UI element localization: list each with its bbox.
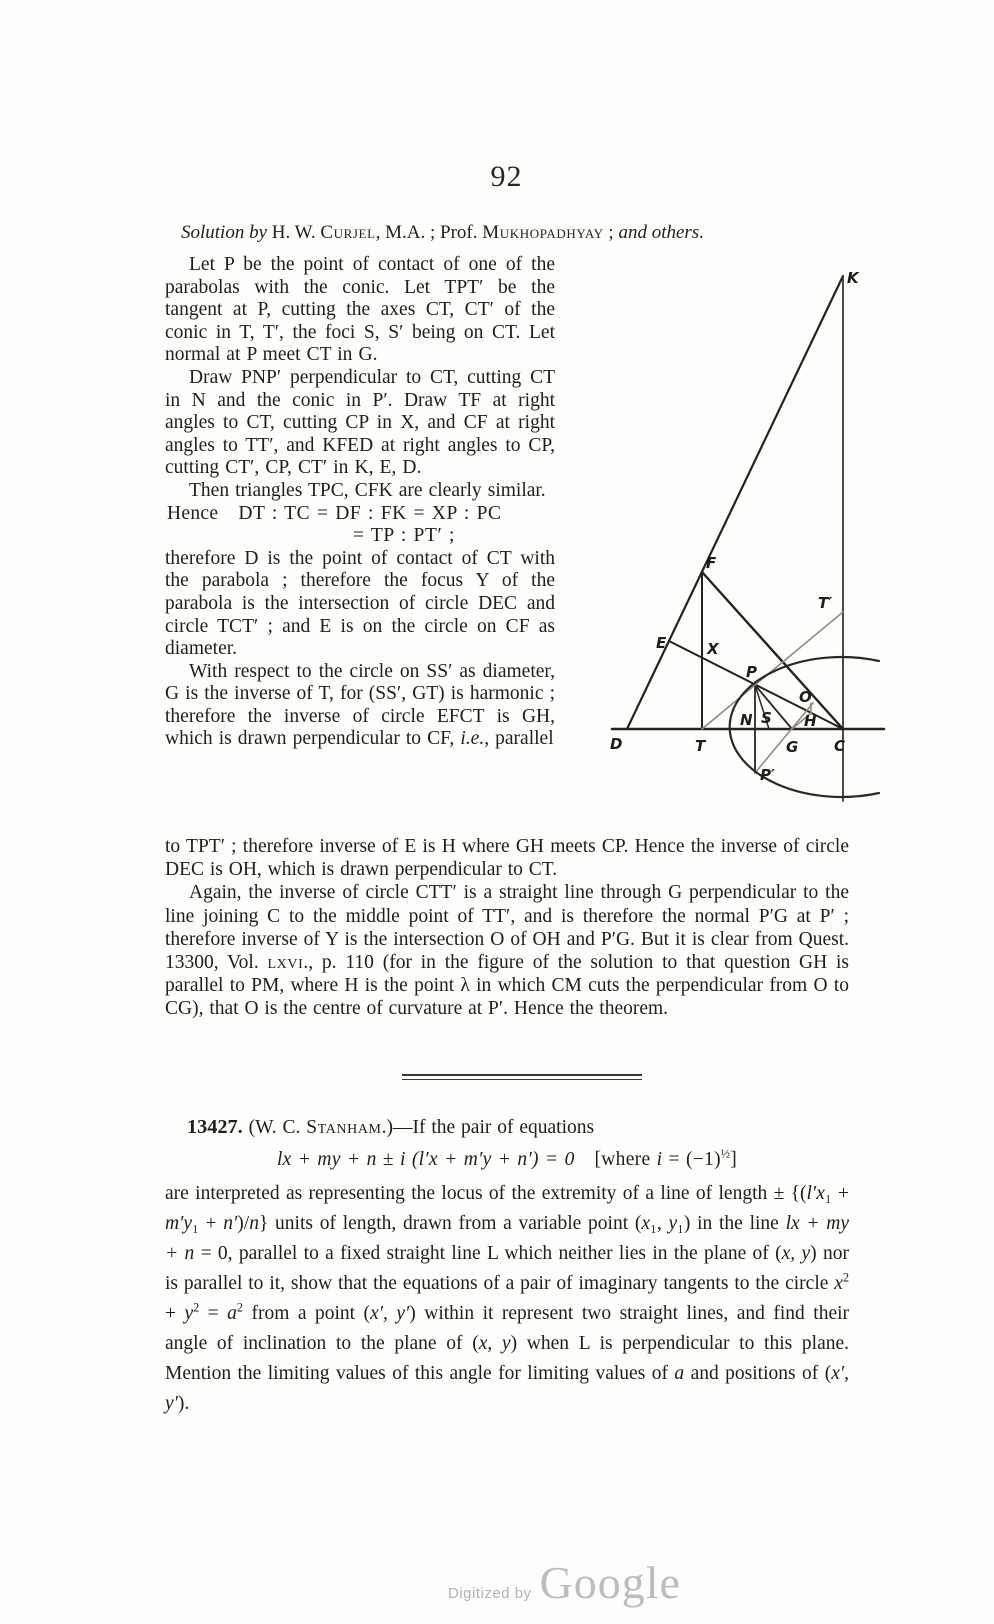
solution-text-column (165, 254, 555, 751)
figure-label-D: D (610, 735, 623, 753)
google-logo-text: Google (539, 1557, 681, 1608)
digitized-by-text: Digitized by (448, 1585, 532, 1602)
figure-label-P-prime: P′ (760, 766, 775, 784)
problem-13427-block (165, 1114, 849, 1419)
attribution-line: Solution by H. W. Curjel, M.A. ; Prof. Mukhopadhyay ; and others. (181, 222, 704, 243)
ratio-equation-line-1 (165, 503, 555, 526)
ratio-equation-line-2: = TP : PT′ ; (353, 525, 456, 547)
figure-label-G: G (786, 738, 799, 756)
solution-paragraph-8: Again, the inverse of circle CTT′ is a straight line through G perpendicular to the line joining C to the middle point of TT′, and is therefore the normal P′G at P′ ; therefore inverse of Y is the intersection O of OH and P′G. But it is clear from Quest. 13300, Vol. lxvi., p. 110 (for in the figure of the solution to that question GH is parallel to PM, where H is the point λ in which CM cuts the perpendicular from O to CG), that O is the centre of curvature at P′. Hence the theorem. (165, 882, 849, 1020)
solution-paragraph-3: Then triangles TPC, CFK are clearly similar. (189, 479, 546, 501)
solution-paragraph-5: therefore D is the point of contact of CT with the parabola ; therefore the focus Y of the parabola is the intersection of circle DEC and circle TCT′ ; and E is on the circle on CF as diameter. (165, 547, 555, 660)
figure-label-H: H (804, 712, 817, 730)
ratio-formula: DT : TC = DF : FK = XP : PC (238, 502, 502, 524)
figure-label-T: T (695, 737, 706, 755)
figure-label-F: F (706, 554, 717, 572)
solution-paragraph-6: With respect to the circle on SS′ as diameter, G is the inverse of T, for (SS′, GT) is harmonic ; therefore the inverse of circle EFCT is GH, which is drawn perpendicular to CF, i.e., parallel (165, 660, 555, 750)
problem-header: 13427. (W. C. Stanham.)—If the pair of equations (187, 1116, 595, 1138)
solution-fullwidth-text (165, 835, 849, 1021)
figure-label-C: C (834, 737, 846, 755)
figure-label-N: N (740, 711, 753, 729)
divider-rule-bottom (402, 1079, 642, 1080)
solution-paragraph-1: Let P be the point of contact of one of the parabolas with the conic. Let TPT′ be the tangent at P, cutting the axes CT, CT′ of the conic in T, T′, the foci S, S′ being on CT. Let normal at P meet CT in G. (165, 254, 555, 366)
page-number: 92 (490, 160, 523, 193)
figure-label-X: X (707, 640, 719, 658)
divider-rule-top (402, 1074, 642, 1076)
figure-line-tangent-TT-prime2 (702, 612, 843, 729)
digitized-watermark (448, 1556, 681, 1609)
figure-line-KD (627, 276, 843, 729)
section-divider (402, 1074, 642, 1080)
solution-paragraph-2: Draw PNP′ perpendicular to CT, cutting CT in N and the conic in P′. Draw TF at right angles to CT, cutting CP in X, and CF at right angles to TT′, and KFED at right angles to CP, cutting CT′, CP, CT′ in K, E, D. (165, 366, 555, 479)
geometry-figure (590, 250, 990, 815)
problem-body: are interpreted as representing the locus of the extremity of a line of length ± {(l′x₁ + m′y₁ + n′)/n} units of length, drawn from a variable point (x₁, y₁) in the line lx + my + n = 0, parallel to a fixed straight line L which neither lies in the plane of (x, y) nor is parallel to it, show that the equations of a pair of imaginary tangents to the circle $x^2 + y^2 = a^2$ from a point (x′, y′) within it represent two straight lines, and find their angle of inclination to the plane of (x, y) when L is perpendicular to this plane. Mention the limiting values of this angle for limiting values of a and positions of (x′, y′). (165, 1183, 850, 1414)
figure-label-K: K (847, 269, 859, 287)
figure-label-T-prime: T′ (818, 594, 833, 612)
figure-label-S: S (761, 709, 772, 727)
figure-label-P: P (746, 663, 757, 681)
solution-paragraph-7: to TPT′ ; therefore inverse of E is H where GH meets CP. Hence the inverse of circle DEC is OH, which is drawn perpendicular to CT. (165, 836, 849, 881)
hence-word: Hence (167, 502, 219, 524)
figure-label-E: E (656, 634, 667, 652)
figure-label-O: O (799, 688, 812, 706)
problem-equation: lx + my + n ± i (l′x + m′y + n′) = 0 [where $i = (-1)^{\frac{1}{2}}$] (276, 1146, 738, 1170)
